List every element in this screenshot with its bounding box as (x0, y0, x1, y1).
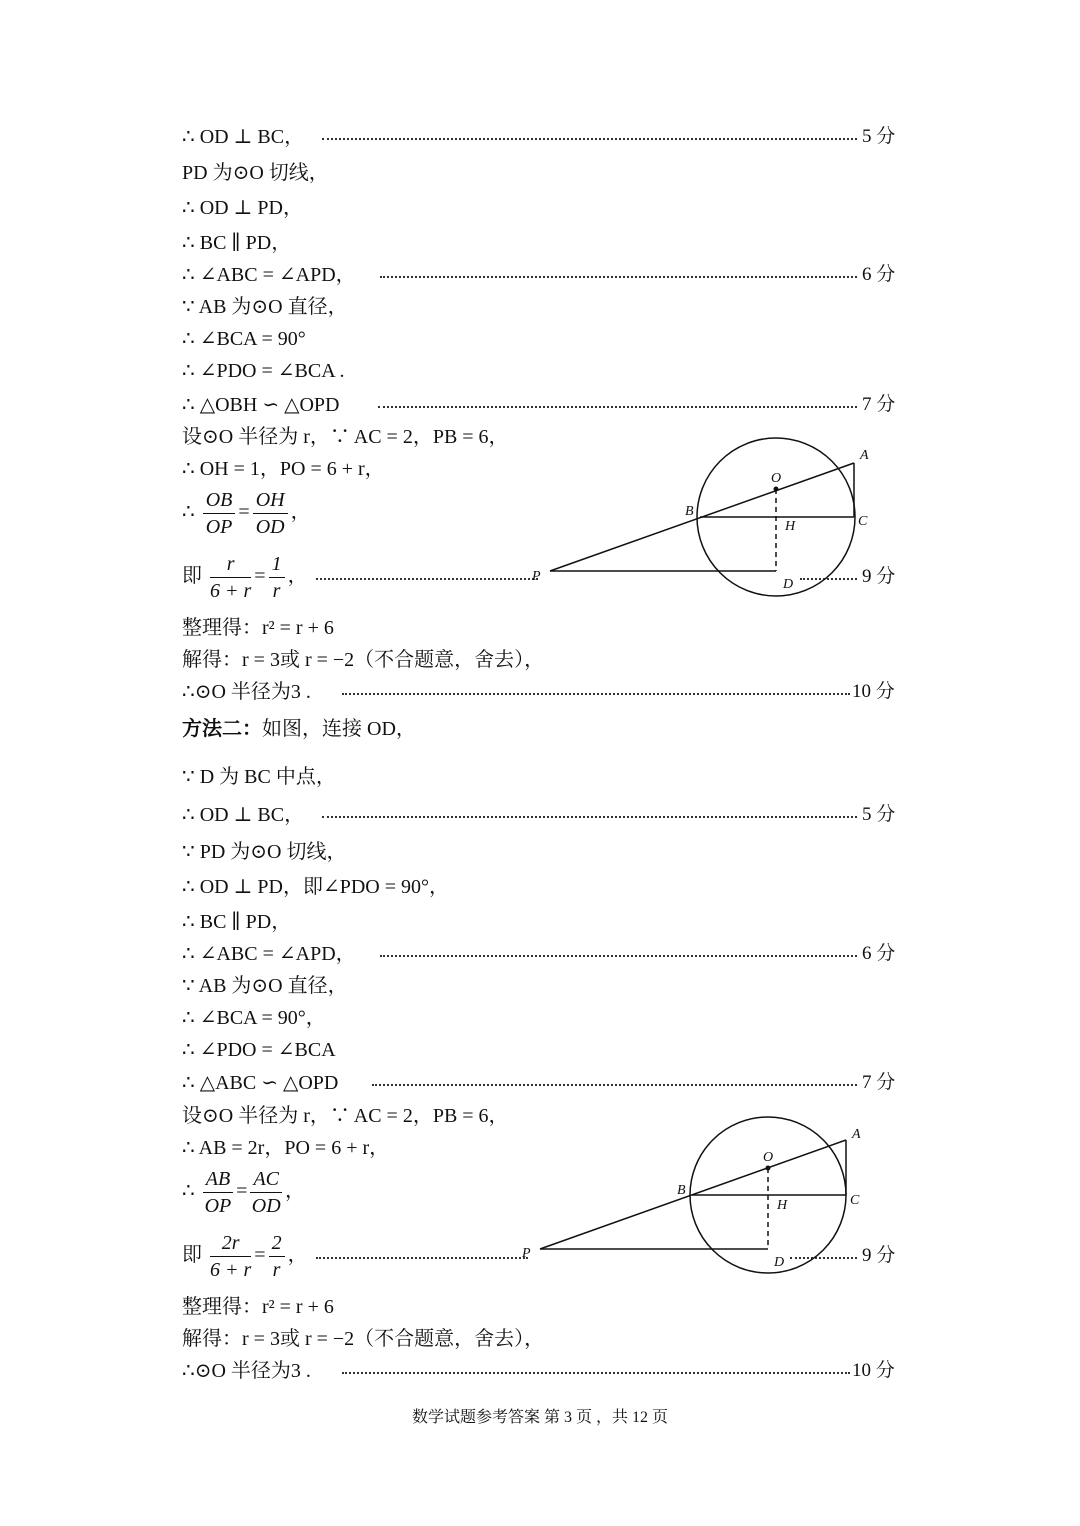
fraction (210, 551, 251, 604)
fraction-line-1: ∴ $\frac{OB}{OP}$ = $\frac{OH}{OD}$ ， (182, 489, 311, 538)
line-15: ∵ D 为 BC 中点， (182, 766, 336, 788)
dots-6 (322, 816, 857, 818)
score-9: 9 分 (862, 1245, 896, 1266)
line-10: 设⊙O 半径为 r，∵ AC = 2，PB = 6， (182, 426, 509, 448)
frac1-suffix: ， (290, 501, 311, 524)
geometry-figure-1 (520, 425, 900, 600)
line-4: ∴ BC ∥ PD， (182, 232, 292, 254)
frac2-suffix: ， (287, 565, 308, 588)
label-o: O (771, 471, 782, 486)
line-23: ∴ ∠PDO = ∠BCA (182, 1039, 336, 1061)
fraction-line-4: 即 $\frac{2r}{6 + r}$ = $\frac{2}{r}$ ， (182, 1232, 308, 1281)
dots-5 (342, 693, 850, 695)
frac1-prefix: ∴ (182, 501, 195, 524)
fraction (269, 1230, 285, 1283)
numerator: 1 (269, 551, 285, 578)
line-28: 解得：r = 3或 r = −2（不合题意，舍去）， (182, 1328, 545, 1350)
fraction (210, 1230, 251, 1283)
line-18: ∴ OD ⊥ PD，即∠PDO = 90°， (182, 876, 450, 898)
numerator: r (210, 551, 251, 578)
denominator: OD (251, 1195, 281, 1217)
point-o (774, 487, 779, 492)
denominator: r (272, 1259, 281, 1281)
label-h: H (785, 519, 796, 534)
point-o (766, 1166, 771, 1171)
line-21: ∵ AB 为⊙O 直径， (182, 975, 348, 997)
method-2-heading (182, 717, 416, 741)
label-a: A (860, 448, 869, 463)
score-3: 7 分 (862, 394, 896, 415)
line-7: ∴ ∠BCA = 90° (182, 328, 306, 350)
fraction (269, 551, 285, 604)
score-6: 5 分 (862, 804, 896, 825)
numerator: 2r (210, 1230, 251, 1257)
label-b: B (677, 1183, 686, 1198)
fraction-line-3: ∴ $\frac{AB}{OP}$ = $\frac{AC}{OD}$ ， (182, 1168, 306, 1217)
dots-4 (316, 578, 538, 580)
label-d: D (783, 577, 794, 592)
score-10: 10 分 (852, 1360, 895, 1381)
line-12: 整理得：r² = r + 6 (182, 617, 334, 639)
numerator: AB (203, 1166, 233, 1193)
numerator: OH (253, 487, 288, 514)
fraction (253, 487, 288, 540)
line-22: ∴ ∠BCA = 90°， (182, 1007, 326, 1029)
denominator: OP (204, 1195, 232, 1217)
line-14: ∴⊙O 半径为3 . (182, 681, 311, 703)
denominator: OP (205, 516, 233, 538)
denominator: r (272, 580, 281, 602)
fraction-line-2: 即 $\frac{r}{6 + r}$ = $\frac{1}{r}$ ， (182, 553, 308, 602)
frac2-prefix: 即 (182, 565, 202, 588)
dots-9 (316, 1257, 528, 1259)
line-27: 整理得：r² = r + 6 (182, 1296, 334, 1318)
line-2: PD 为⊙O 切线， (182, 162, 329, 184)
frac3-suffix: ， (285, 1180, 306, 1203)
numerator: OB (203, 487, 236, 514)
line-17: ∵ PD 为⊙O 切线， (182, 841, 347, 863)
label-c: C (850, 1193, 860, 1208)
label-d: D (774, 1255, 785, 1270)
numerator: AC (250, 1166, 282, 1193)
method-2-title: 方法二： (182, 718, 262, 740)
score-5: 10 分 (852, 681, 895, 702)
fraction (250, 1166, 282, 1219)
line-5: ∴ ∠ABC = ∠APD， (182, 264, 356, 286)
label-h: H (777, 1198, 788, 1213)
label-b: B (685, 504, 694, 519)
fraction (203, 1166, 233, 1219)
line-3: ∴ OD ⊥ PD， (182, 197, 303, 219)
dots-1 (322, 138, 857, 140)
line-6: ∵ AB 为⊙O 直径， (182, 296, 348, 318)
line-9: ∴ △OBH ∽ △OPD (182, 394, 340, 416)
line-26: ∴ AB = 2r，PO = 6 + r， (182, 1137, 390, 1159)
geometry-figure-2 (510, 1104, 890, 1279)
line-16: ∴ OD ⊥ BC， (182, 804, 305, 826)
line-1: ∴ OD ⊥ BC， (182, 126, 305, 148)
line-11: ∴ OH = 1，PO = 6 + r， (182, 458, 385, 480)
label-p: P (532, 569, 541, 584)
line-25: 设⊙O 半径为 r，∵ AC = 2，PB = 6， (182, 1105, 509, 1127)
line-29: ∴⊙O 半径为3 . (182, 1360, 311, 1382)
denominator: 6 + r (210, 580, 252, 602)
score-4: 9 分 (862, 566, 896, 587)
dots-8 (372, 1084, 857, 1086)
label-a: A (852, 1127, 861, 1142)
frac4-suffix: ， (287, 1244, 308, 1267)
fraction (203, 487, 236, 540)
score-7: 6 分 (862, 943, 896, 964)
denominator: OD (255, 516, 285, 538)
dots-3 (378, 406, 857, 408)
line-13: 解得：r = 3或 r = −2（不合题意，舍去）， (182, 649, 545, 671)
method-2-rest: 如图，连接 OD， (262, 718, 416, 740)
dots-2 (380, 276, 857, 278)
line-24: ∴ △ABC ∽ △OPD (182, 1072, 339, 1094)
label-p: P (522, 1246, 531, 1261)
numerator: 2 (269, 1230, 285, 1257)
label-o: O (763, 1150, 774, 1165)
line-19: ∴ BC ∥ PD， (182, 911, 292, 933)
label-c: C (858, 514, 868, 529)
dots-10 (342, 1372, 850, 1374)
frac4-prefix: 即 (182, 1244, 202, 1267)
frac3-prefix: ∴ (182, 1180, 195, 1203)
dots-7 (380, 955, 857, 957)
denominator: 6 + r (210, 1259, 252, 1281)
line-8: ∴ ∠PDO = ∠BCA . (182, 360, 345, 382)
score-1: 5 分 (862, 126, 896, 147)
line-20: ∴ ∠ABC = ∠APD， (182, 943, 356, 965)
score-2: 6 分 (862, 264, 896, 285)
page-footer: 数学试题参考答案 第 3 页 ，共 12 页 (411, 1409, 668, 1426)
score-8: 7 分 (862, 1072, 896, 1093)
